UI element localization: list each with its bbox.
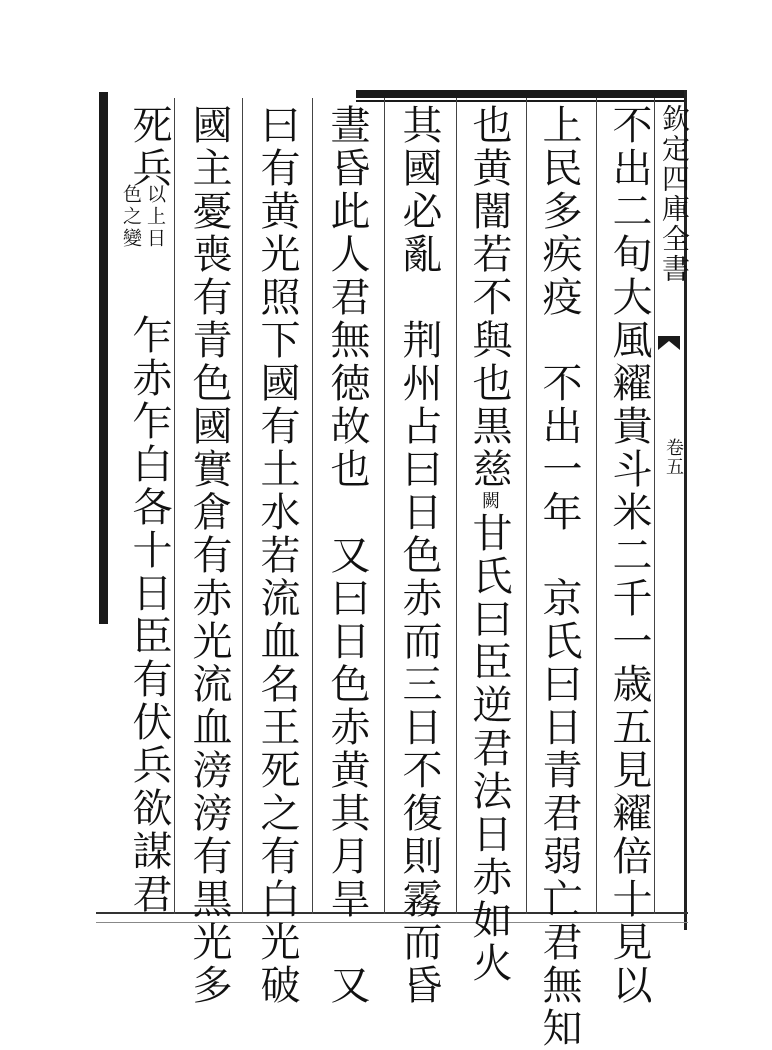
column-heading: 死兵 [126, 104, 172, 190]
book-title: 欽定四庫全書 [658, 104, 691, 284]
column-text [458, 104, 520, 985]
column-text: 國主憂喪有青色國實倉有赤光流血滂滂有黒光多 [186, 104, 232, 1007]
column-text: 上民多疾疫 不出一年 京氏曰日青君弱亡君無知 [536, 104, 582, 1050]
top-border-thin [356, 100, 686, 102]
column-divider [596, 98, 597, 914]
column-divider [526, 98, 527, 914]
lacuna-note: 闕 [479, 491, 500, 512]
column-text: 其國必亂 荆州占曰日色赤而三日不復則霧而昏 [396, 104, 442, 1007]
text-column-4 [388, 104, 450, 1007]
text-column-2 [528, 104, 590, 1050]
commentary-left: 色之變 [120, 184, 142, 250]
text-column-7 [178, 104, 240, 1007]
text-column-1 [598, 104, 660, 1007]
column-divider [456, 98, 457, 914]
column-divider [312, 98, 313, 914]
top-border [356, 90, 686, 98]
text-column-6 [246, 104, 308, 1007]
column-text: 乍赤乍白各十日臣有伏兵欲謀君 [126, 314, 172, 916]
column-text: 不出二旬大風糴貴斗米二千一歳五見糴倍十見以 [606, 104, 652, 1007]
column-text: 晝昏此人君無徳故也 又曰日色赤黄其月旱 又 [324, 104, 370, 1007]
column-divider [384, 98, 385, 914]
column-divider [242, 98, 243, 914]
text-column-8 [110, 104, 172, 916]
left-border [99, 92, 108, 624]
column-text-part: 也黄闇若不與也黒慈 [466, 104, 512, 491]
text-column-5 [316, 104, 378, 1007]
commentary-right: 以上日 [144, 184, 166, 250]
column-text-part: 甘氏曰臣逆君法日赤如火 [466, 512, 512, 985]
column-text: 曰有黄光照下國有土水若流血名王死之有白光破 [254, 104, 300, 1007]
text-column-3 [458, 104, 520, 985]
fishtail-mark-icon [658, 336, 680, 350]
volume-label: 卷五 [663, 438, 684, 476]
